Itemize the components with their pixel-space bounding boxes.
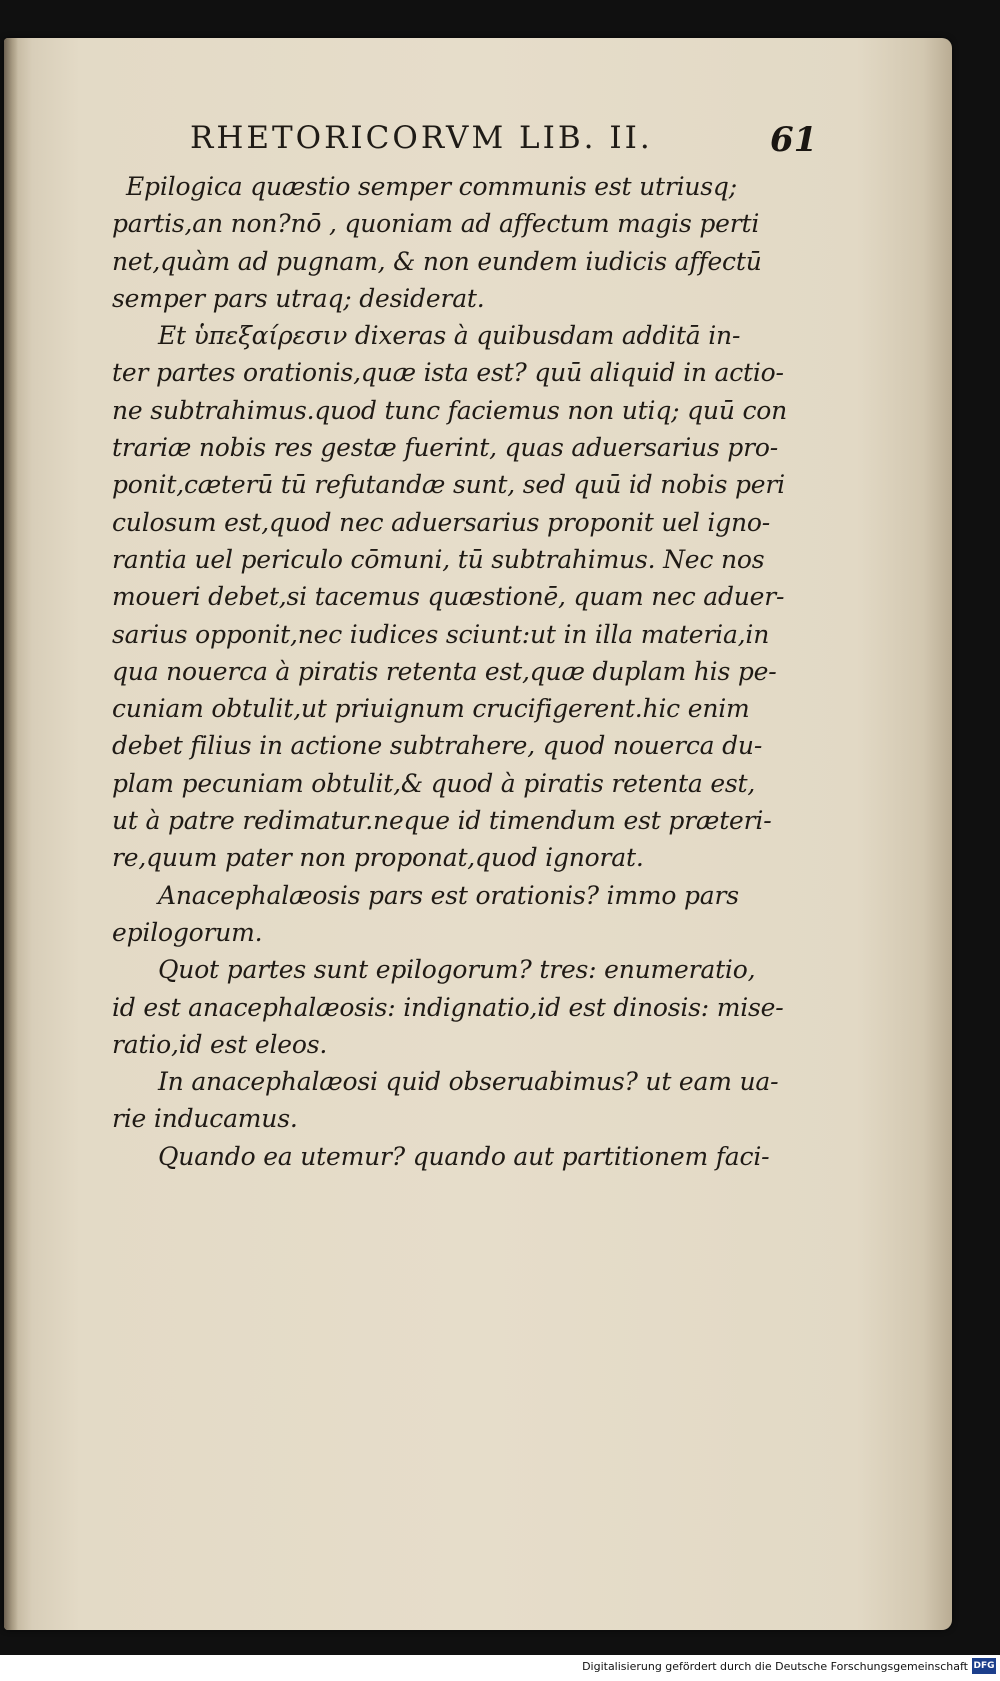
text-line: sarius opponit,nec iudices sciunt:ut in illa materia,in: [112, 619, 770, 649]
text-line: Epilogica quæstio semper communis est utriusq;: [126, 172, 737, 201]
page-body-text: [112, 168, 788, 1175]
text-line: plam pecuniam obtulit,& quod à piratis retenta est,: [112, 768, 756, 798]
text-line: ponit,cæterū tū refutandæ sunt, sed quū id nobis peri: [112, 470, 785, 500]
text-line: ter partes orationis,quæ ista est? quū aliquid in actio-: [112, 358, 784, 388]
text-line: In anacephalæosi quid obseruabimus? ut eam ua-: [158, 1067, 779, 1097]
dfg-credit-text: Digitalisierung gefördert durch die Deutsche Forschungsgemeinschaft: [582, 1660, 968, 1673]
text-line: culosum est,quod nec aduersarius proponit uel igno-: [112, 507, 771, 537]
text-line: rie inducamus.: [112, 1104, 298, 1134]
text-line: net,quàm ad pugnam, & non eundem iudicis affectū: [112, 246, 762, 276]
running-title: RHETORICORVM LIB. II.: [190, 120, 653, 156]
text-line: moueri debet,si tacemus quæstionē, quam nec aduer-: [112, 582, 785, 612]
text-line: ut à patre redimatur.neque id timendum est præteri-: [112, 806, 772, 836]
text-line: id est anacephalæosis: indignatio,id est dinosis: mise-: [112, 992, 784, 1022]
text-line: Anacephalæosis pars est orationis? immo pars: [158, 880, 739, 910]
text-line: cuniam obtulit,ut priuignum crucifigerent.hic enim: [112, 694, 750, 724]
text-line: rantia uel periculo cōmuni, tū subtrahimus. Nec nos: [112, 544, 765, 574]
text-line: trariæ nobis res gestæ fuerint, quas aduersarius pro-: [112, 433, 778, 463]
page-gutter-shadow: [4, 38, 18, 1630]
text-line: debet filius in actione subtrahere, quod nouerca du-: [112, 731, 763, 761]
text-line: Et ὑπεξαίρεσιν dixeras à quibusdam additā in-: [158, 321, 741, 351]
text-line: semper pars utraq; desiderat.: [112, 283, 485, 313]
text-line: partis,an non?nō , quoniam ad affectum magis perti: [112, 209, 760, 239]
text-line: re,quum pater non proponat,quod ignorat.: [112, 843, 644, 873]
digitization-footer: [0, 1655, 1000, 1681]
text-line: Quando ea utemur? quando aut partitionem faci-: [158, 1141, 770, 1171]
text-line: ne subtrahimus.quod tunc faciemus non utiq; quū con: [112, 395, 788, 425]
text-line: Quot partes sunt epilogorum? tres: enumeratio,: [158, 955, 756, 985]
dfg-logo: DFG: [972, 1658, 996, 1674]
text-line: epilogorum.: [112, 917, 263, 947]
text-line: qua nouerca à piratis retenta est,quæ duplam his pe-: [112, 656, 777, 686]
folio-number: 61: [770, 120, 818, 160]
text-line: ratio,id est eleos.: [112, 1029, 328, 1059]
